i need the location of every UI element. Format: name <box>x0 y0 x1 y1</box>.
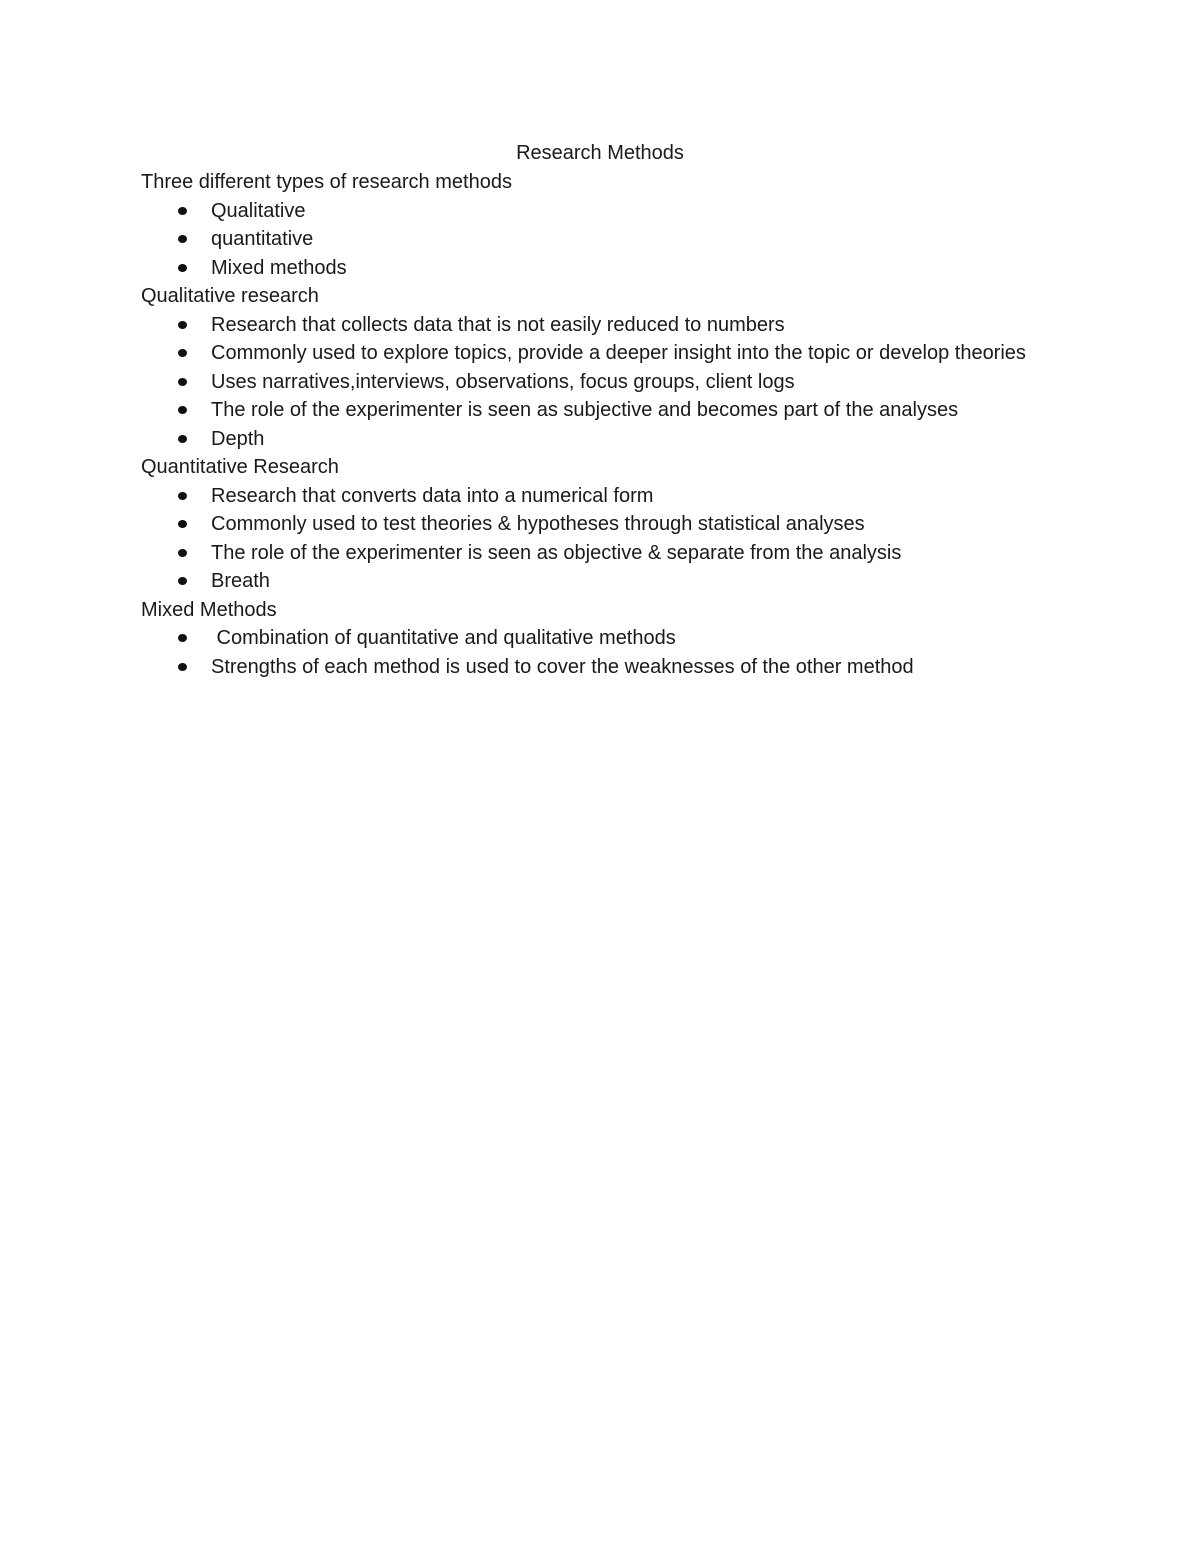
list-item <box>141 311 1041 340</box>
bullet-icon <box>178 492 187 500</box>
list-item-text: Depth <box>211 427 265 450</box>
list-item <box>141 396 1041 425</box>
list-item-text: Commonly used to explore topics, provide a deeper insight into the topic or develop theories <box>211 342 1026 364</box>
list-item-text: Research that converts data into a numerical form <box>211 484 654 507</box>
list-item-text: Research that collects data that is not easily reduced to numbers <box>211 313 785 336</box>
bullet-list <box>141 482 1041 596</box>
list-item <box>141 510 1041 539</box>
list-item-text: Commonly used to test theories & hypotheses through statistical analyses <box>211 513 865 535</box>
section-qualitative <box>141 282 1041 453</box>
list-item-text: Mixed methods <box>211 256 347 279</box>
section-heading: Quantitative Research <box>141 456 339 478</box>
list-item <box>141 539 1041 568</box>
list-item <box>141 653 1041 682</box>
list-item <box>141 197 1041 226</box>
bullet-icon <box>178 321 187 329</box>
bullet-icon <box>178 520 187 528</box>
list-item-text: The role of the experimenter is seen as subjective and becomes part of the analyses <box>211 399 959 421</box>
list-item-text: Strengths of each method is used to cover the weaknesses of the other method <box>211 655 914 678</box>
document-title: Research Methods <box>516 142 684 164</box>
list-item <box>141 624 1041 653</box>
list-item <box>141 425 1041 454</box>
list-item-text: Uses narratives,interviews, observations, focus groups, client logs <box>211 370 795 393</box>
list-item-text: Qualitative <box>211 199 306 222</box>
list-item-text: Breath <box>211 570 270 592</box>
list-item <box>141 339 1041 368</box>
section-types <box>141 168 1041 282</box>
bullet-icon <box>178 378 187 386</box>
list-item-text: Combination of quantitative and qualitative methods <box>211 627 676 649</box>
bullet-icon <box>178 264 187 272</box>
document-body <box>141 139 1041 681</box>
bullet-icon <box>178 406 187 414</box>
bullet-icon <box>178 549 187 557</box>
bullet-list <box>141 197 1041 283</box>
section-quantitative <box>141 453 1041 596</box>
bullet-icon <box>178 207 187 215</box>
bullet-icon <box>178 577 187 585</box>
bullet-list <box>141 311 1041 454</box>
bullet-icon <box>178 435 187 443</box>
list-item <box>141 482 1041 511</box>
bullet-icon <box>178 663 187 671</box>
bullet-icon <box>178 235 187 243</box>
section-mixed <box>141 596 1041 682</box>
section-heading: Mixed Methods <box>141 598 277 621</box>
bullet-list <box>141 624 1041 681</box>
list-item-text: The role of the experimenter is seen as objective & separate from the analysis <box>211 541 902 564</box>
bullet-icon <box>178 634 187 642</box>
list-item <box>141 567 1041 596</box>
list-item <box>141 368 1041 397</box>
list-item <box>141 254 1041 283</box>
section-heading: Qualitative research <box>141 285 319 307</box>
list-item <box>141 225 1041 254</box>
bullet-icon <box>178 349 187 357</box>
list-item-text: quantitative <box>211 228 314 250</box>
section-heading: Three different types of research methods <box>141 171 512 193</box>
